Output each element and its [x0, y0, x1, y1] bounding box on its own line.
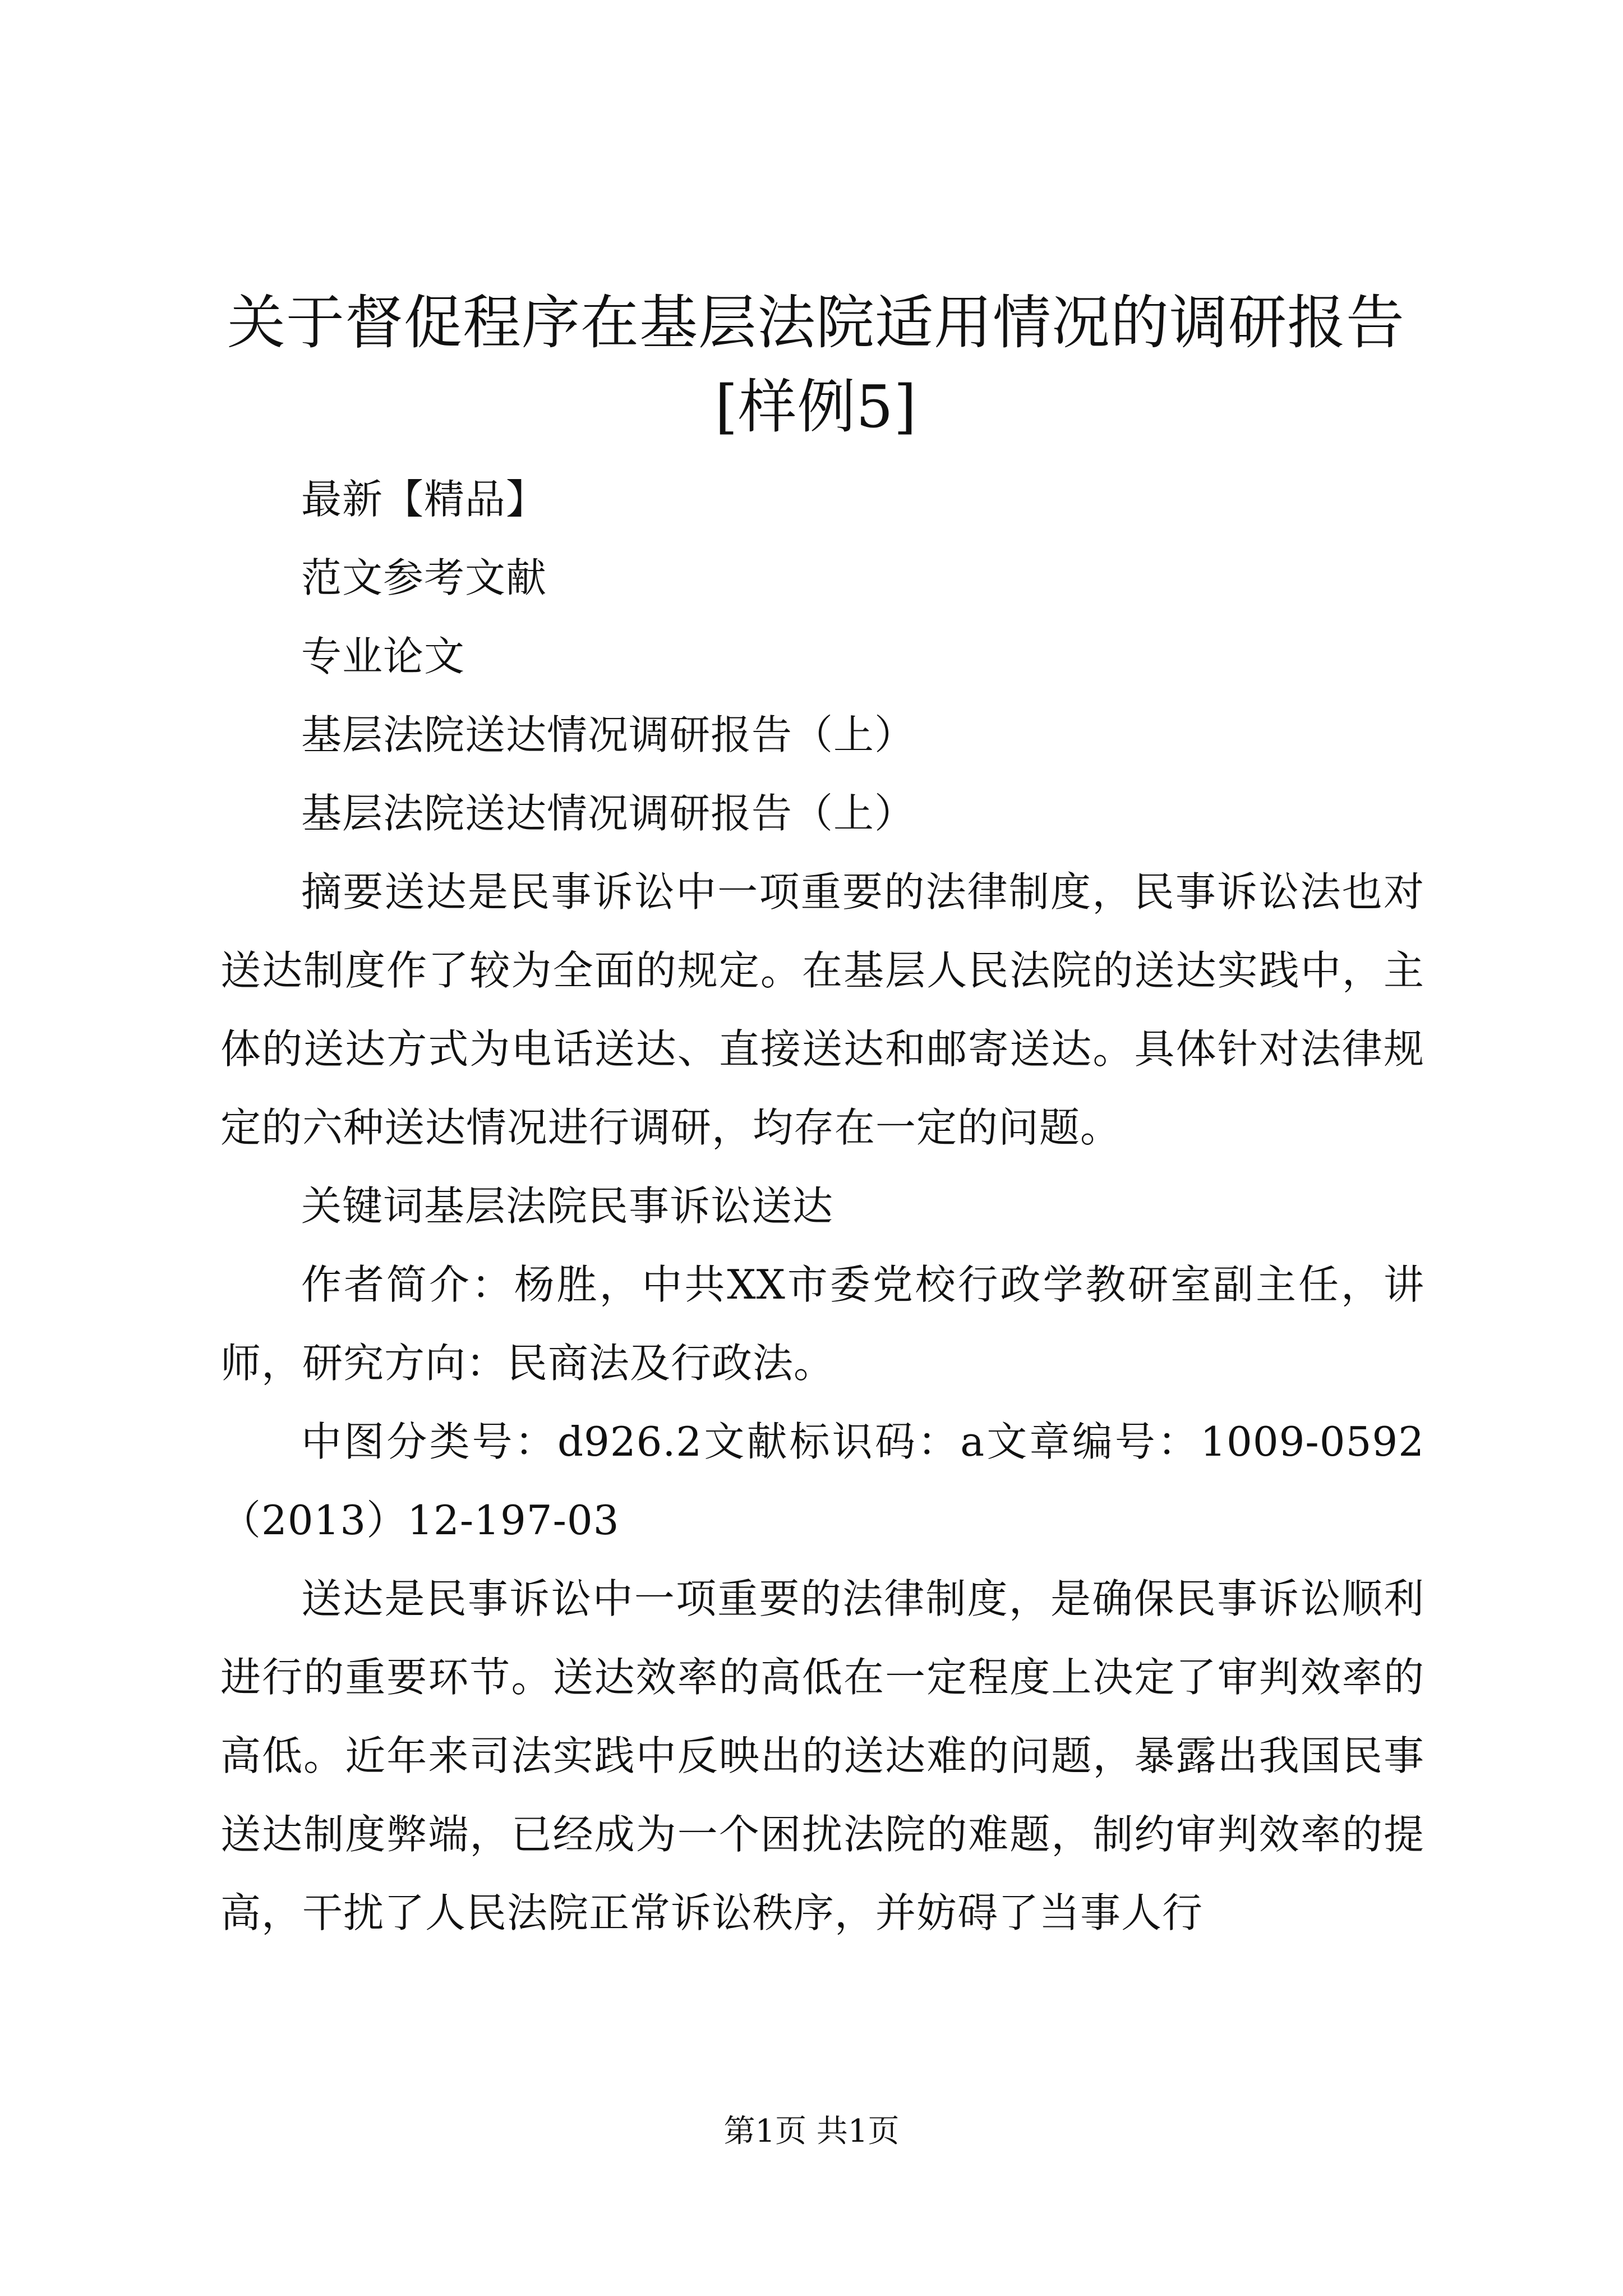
paragraph-tag: 最新【精品】: [301, 476, 547, 523]
page-footer: 第1页 共1页: [723, 2113, 900, 2150]
paragraph-keywords: 关键词基层法院民事诉讼送达: [301, 1182, 834, 1230]
paragraph-type: 专业论文: [301, 633, 465, 680]
document-body: [220, 460, 1424, 1952]
paragraph-subtitle-repeat: 基层法院送达情况调研报告（上）: [301, 790, 916, 837]
paragraph-body: 送达是民事诉讼中一项重要的法律制度，是确保民事诉讼顺利进行的重要环节。送达效率的高低在一定程度上决定了审判效率的高低。近年来司法实践中反映出的送达难的问题，暴露出我国民事送达制度弊端，已经成为一个困扰法院的难题，制约审判效率的提高，干扰了人民法院正常诉讼秩序，并妨碍了当事人行: [220, 1575, 1424, 1936]
paragraph-abstract: 摘要送达是民事诉讼中一项重要的法律制度，民事诉讼法也对送达制度作了较为全面的规定。在基层人民法院的送达实践中，主体的送达方式为电话送达、直接送达和邮寄送达。具体针对法律规定的六种送达情况进行调研，均存在一定的问题。: [220, 868, 1424, 1151]
document-title: 关于督促程序在基层法院适用情况的调研报告[样例5]: [227, 288, 1405, 441]
paragraph-category: 范文参考文献: [301, 554, 547, 601]
paragraph-author-bio: 作者简介：杨胜，中共XX市委党校行政学教研室副主任，讲师，研究方向：民商法及行政法。: [220, 1261, 1424, 1387]
paragraph-classification: 中图分类号：d926.2文献标识码：a文章编号：1009-0592（2013）12-197-03: [220, 1418, 1424, 1544]
paragraph-subtitle: 基层法院送达情况调研报告（上）: [301, 711, 916, 758]
